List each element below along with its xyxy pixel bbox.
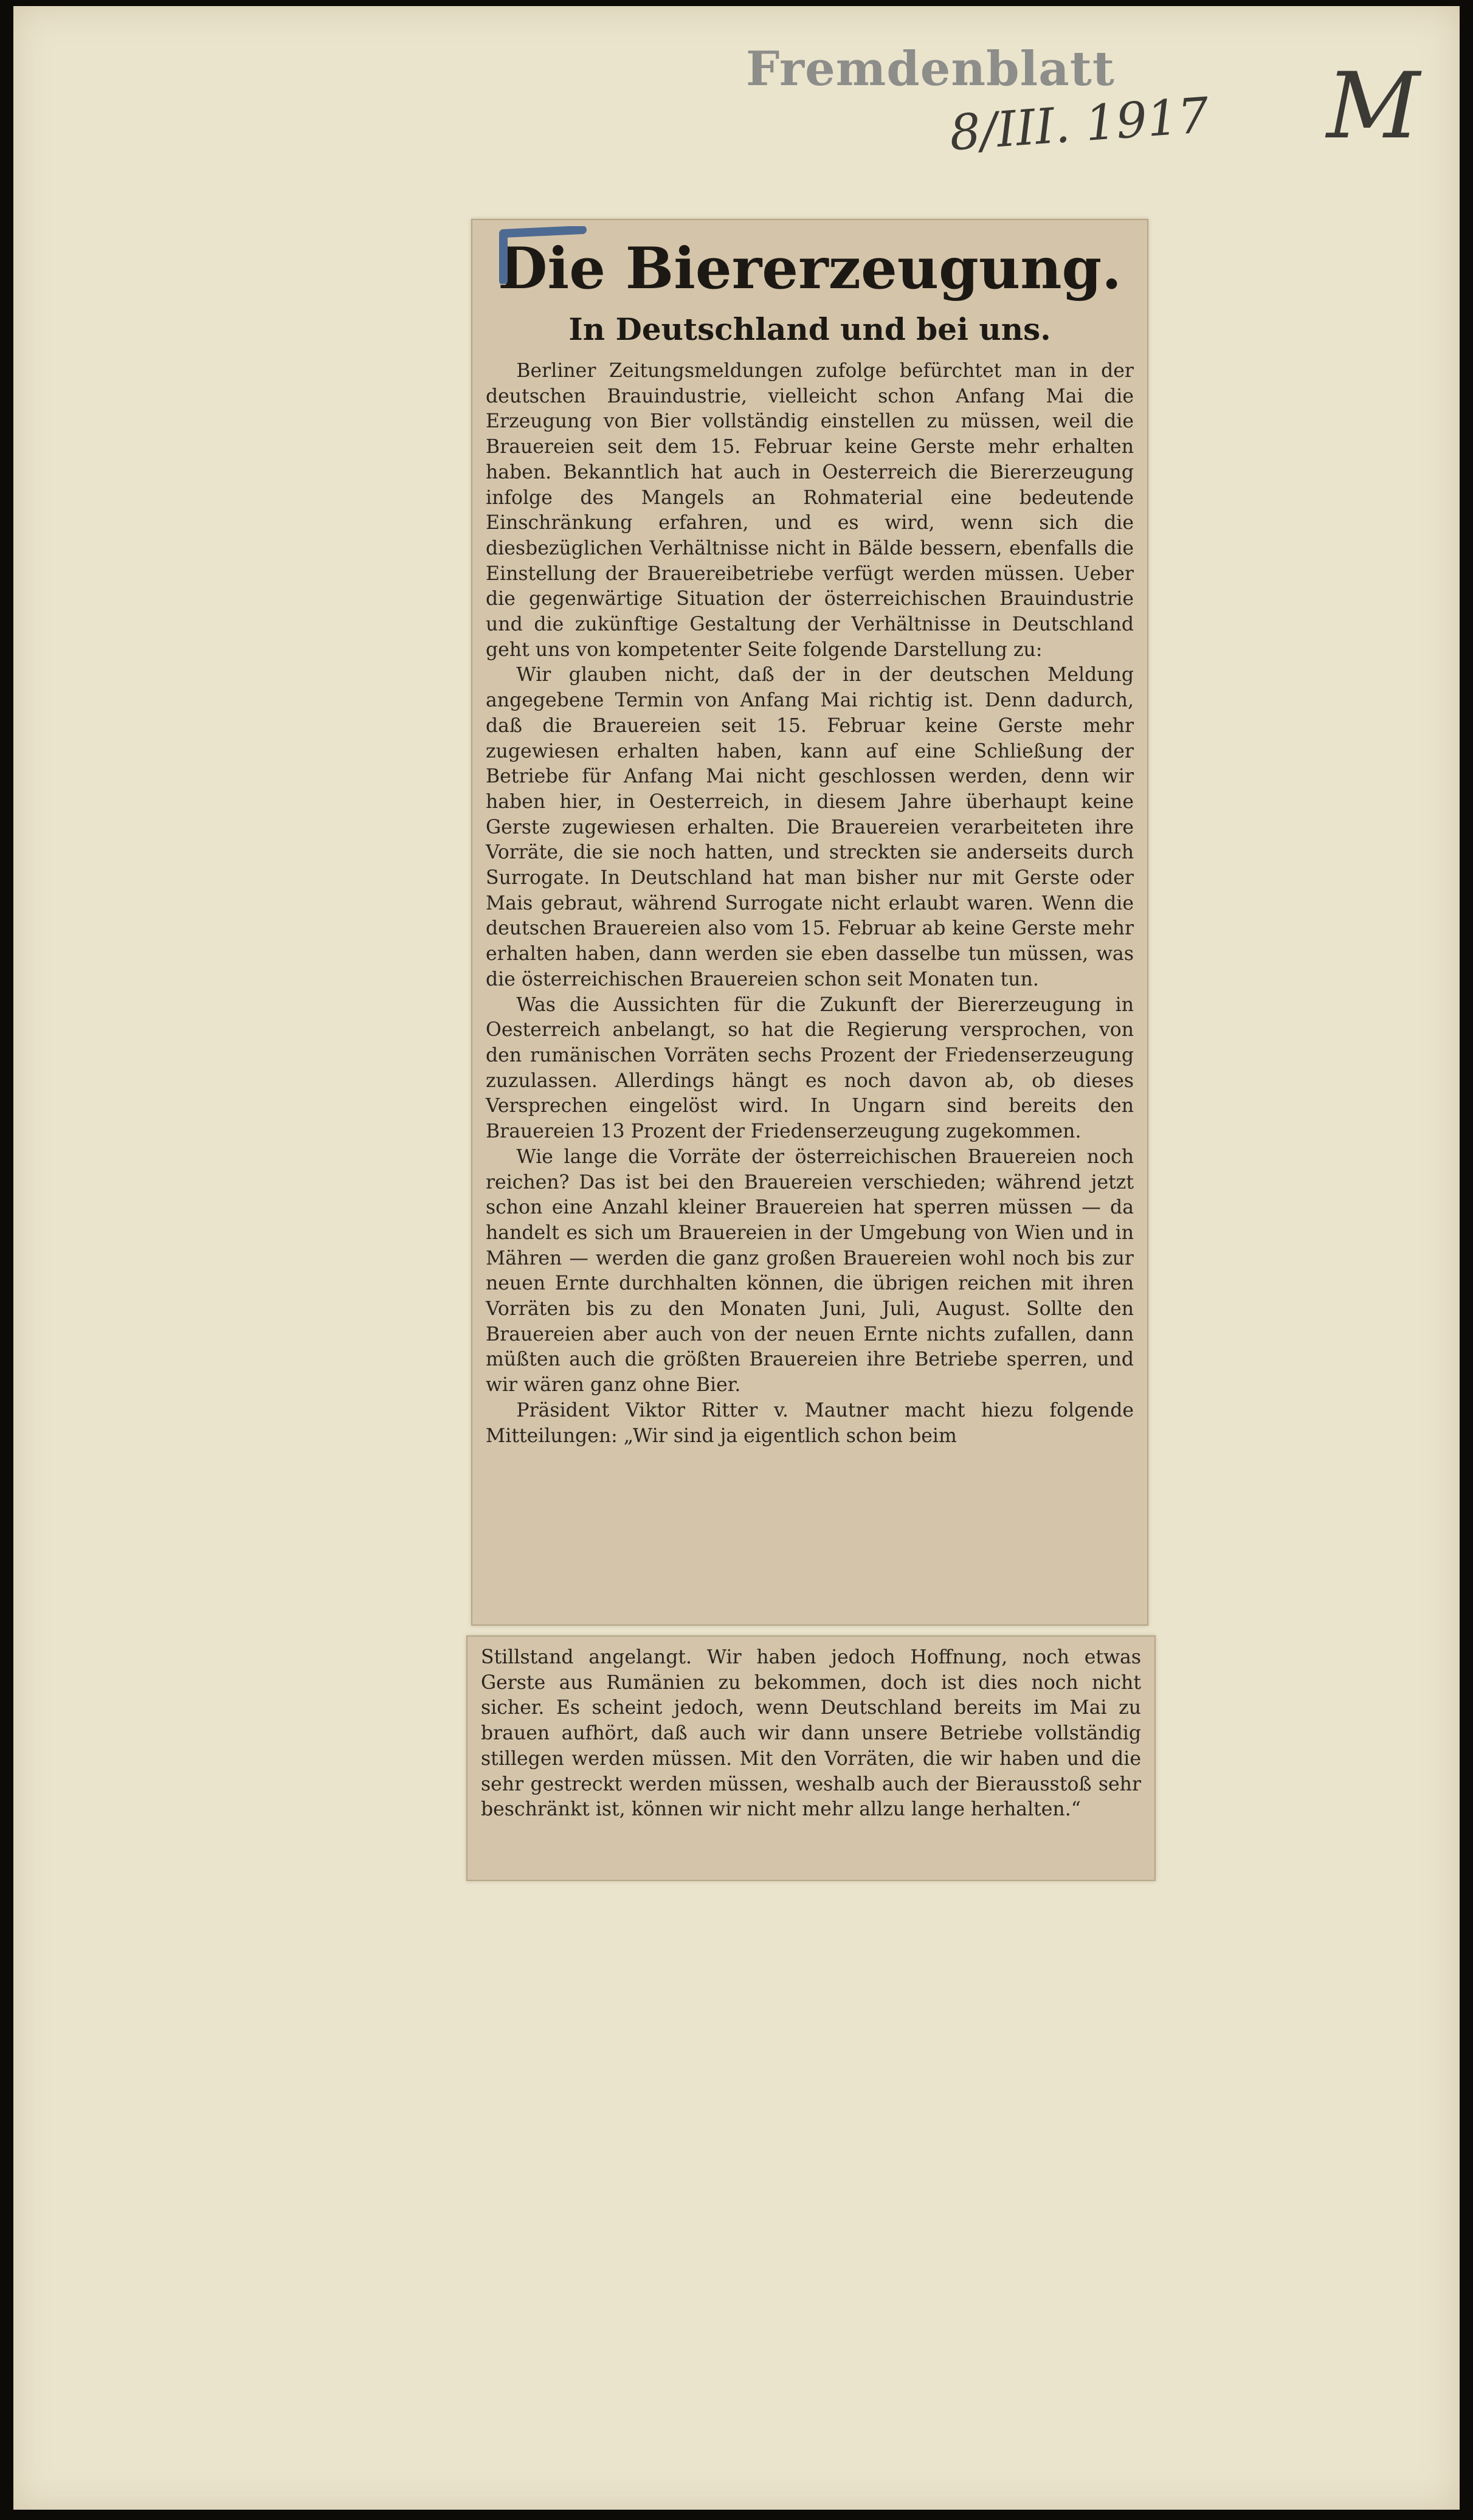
handwritten-date: 8/III. 1917 (947, 86, 1211, 162)
article-body (486, 359, 1134, 1449)
article-headline: Die Biererzeugung. (498, 235, 1122, 302)
article-paragraph: Wir glauben nicht, daß der in der deutschen Meldung angegebene Termin von Anfang Mai richtig ist. Denn dadurch, daß die Brauereien seit 15. Februar keine Gerste mehr zugewiesen erhalten haben, kann auf eine Schließung der Betriebe für Anfang Mai nicht geschlossen werden, denn wir haben hier, in Oesterreich, in diesem Jahre überhaupt keine Gerste zugewiesen erhalten. Die Brauereien verarbeiteten ihre Vorräte, die sie noch hatten, und streckten sie anderseits durch Surrogate. In Deutschland hat man bisher nur mit Gerste oder Mais gebraut, während Surrogate nicht erlaubt waren. Wenn die deutschen Brauereien also vom 15. Februar ab keine Gerste mehr erhalten haben, dann werden sie eben dasselbe tun müssen, was die österreichischen Brauereien schon seit Monaten tun. (486, 664, 1134, 990)
article-paragraph: Wie lange die Vorräte der österreichischen Brauereien noch reichen? Das ist bei den Brauereien verschieden; während jetzt schon eine Anzahl kleiner Brauereien hat sperren müssen — da handelt es sich um Brauereien in der Umgebung von Wien und in Mähren — werden die ganz großen Brauereien wohl noch bis zur neuen Ernte durchhalten können, die übrigen reichen mit ihren Vorräten bis zu den Monaten Juni, Juli, August. Sollte den Brauereien aber auch von der neuen Ernte nichts zufallen, dann müßten auch die größten Brauereien ihre Betriebe sperren, und wir wären ganz ohne Bier. (486, 1145, 1134, 1396)
article-paragraph: Berliner Zeitungsmeldungen zufolge befürchtet man in der deutschen Brauindustrie, vielleicht schon Anfang Mai die Erzeugung von Bier vollständig einstellen zu müssen, weil die Brauereien seit dem 15. Februar keine Gerste mehr erhalten haben. Bekanntlich hat auch in Oesterreich die Biererzeugung infolge des Mangels an Rohmaterial eine bedeutende Einschränkung erfahren, und es wird, wenn sich die diesbezüglichen Verhältnisse nicht in Bälde bessern, ebenfalls die Einstellung der Brauereibetriebe verfügt werden müssen. Ueber die gegenwärtige Situation der österreichischen Brauindustrie und die zukünftige Gestaltung der Verhältnisse in Deutschland geht uns von kompetenter Seite folgende Darstellung zu: (486, 360, 1134, 661)
newspaper-clipping-continuation (466, 1635, 1156, 1881)
article-subheadline: In Deutschland und bei uns. (568, 311, 1051, 347)
article-continuation (481, 1645, 1141, 1823)
newspaper-clipping-main (471, 219, 1148, 1626)
article-paragraph: Stillstand angelangt. Wir haben jedoch Hoffnung, noch etwas Gerste aus Rumänien zu bekommen, doch ist dies noch nicht sicher. Es scheint jedoch, wenn Deutschland bereits im Mai zu brauen aufhört, daß auch wir dann unsere Betriebe vollständig stillegen werden müssen. Mit den Vorräten, die wir haben und die sehr gestreckt werden müssen, weshalb auch der Bierausstoß sehr beschränkt ist, können wir nicht mehr allzu lange herhalten.“ (481, 1646, 1141, 1821)
handwritten-mark: M (1326, 54, 1420, 159)
newspaper-source-stamp: Fremdenblatt (746, 41, 1115, 97)
article-paragraph: Präsident Viktor Ritter v. Mautner macht hiezu folgende Mitteilungen: „Wir sind ja eigentlich schon beim (486, 1399, 1134, 1447)
blue-pencil-bracket-mark (497, 226, 588, 284)
article-paragraph: Was die Aussichten für die Zukunft der Biererzeugung in Oesterreich anbelangt, so hat die Regierung versprochen, von den rumänischen Vorräten sechs Prozent der Friedenserzeugung zuzulassen. Allerdings hängt es noch davon ab, ob dieses Versprechen eingelöst wird. In Ungarn sind bereits den Brauereien 13 Prozent der Friedenserzeugung zugekommen. (486, 993, 1134, 1143)
